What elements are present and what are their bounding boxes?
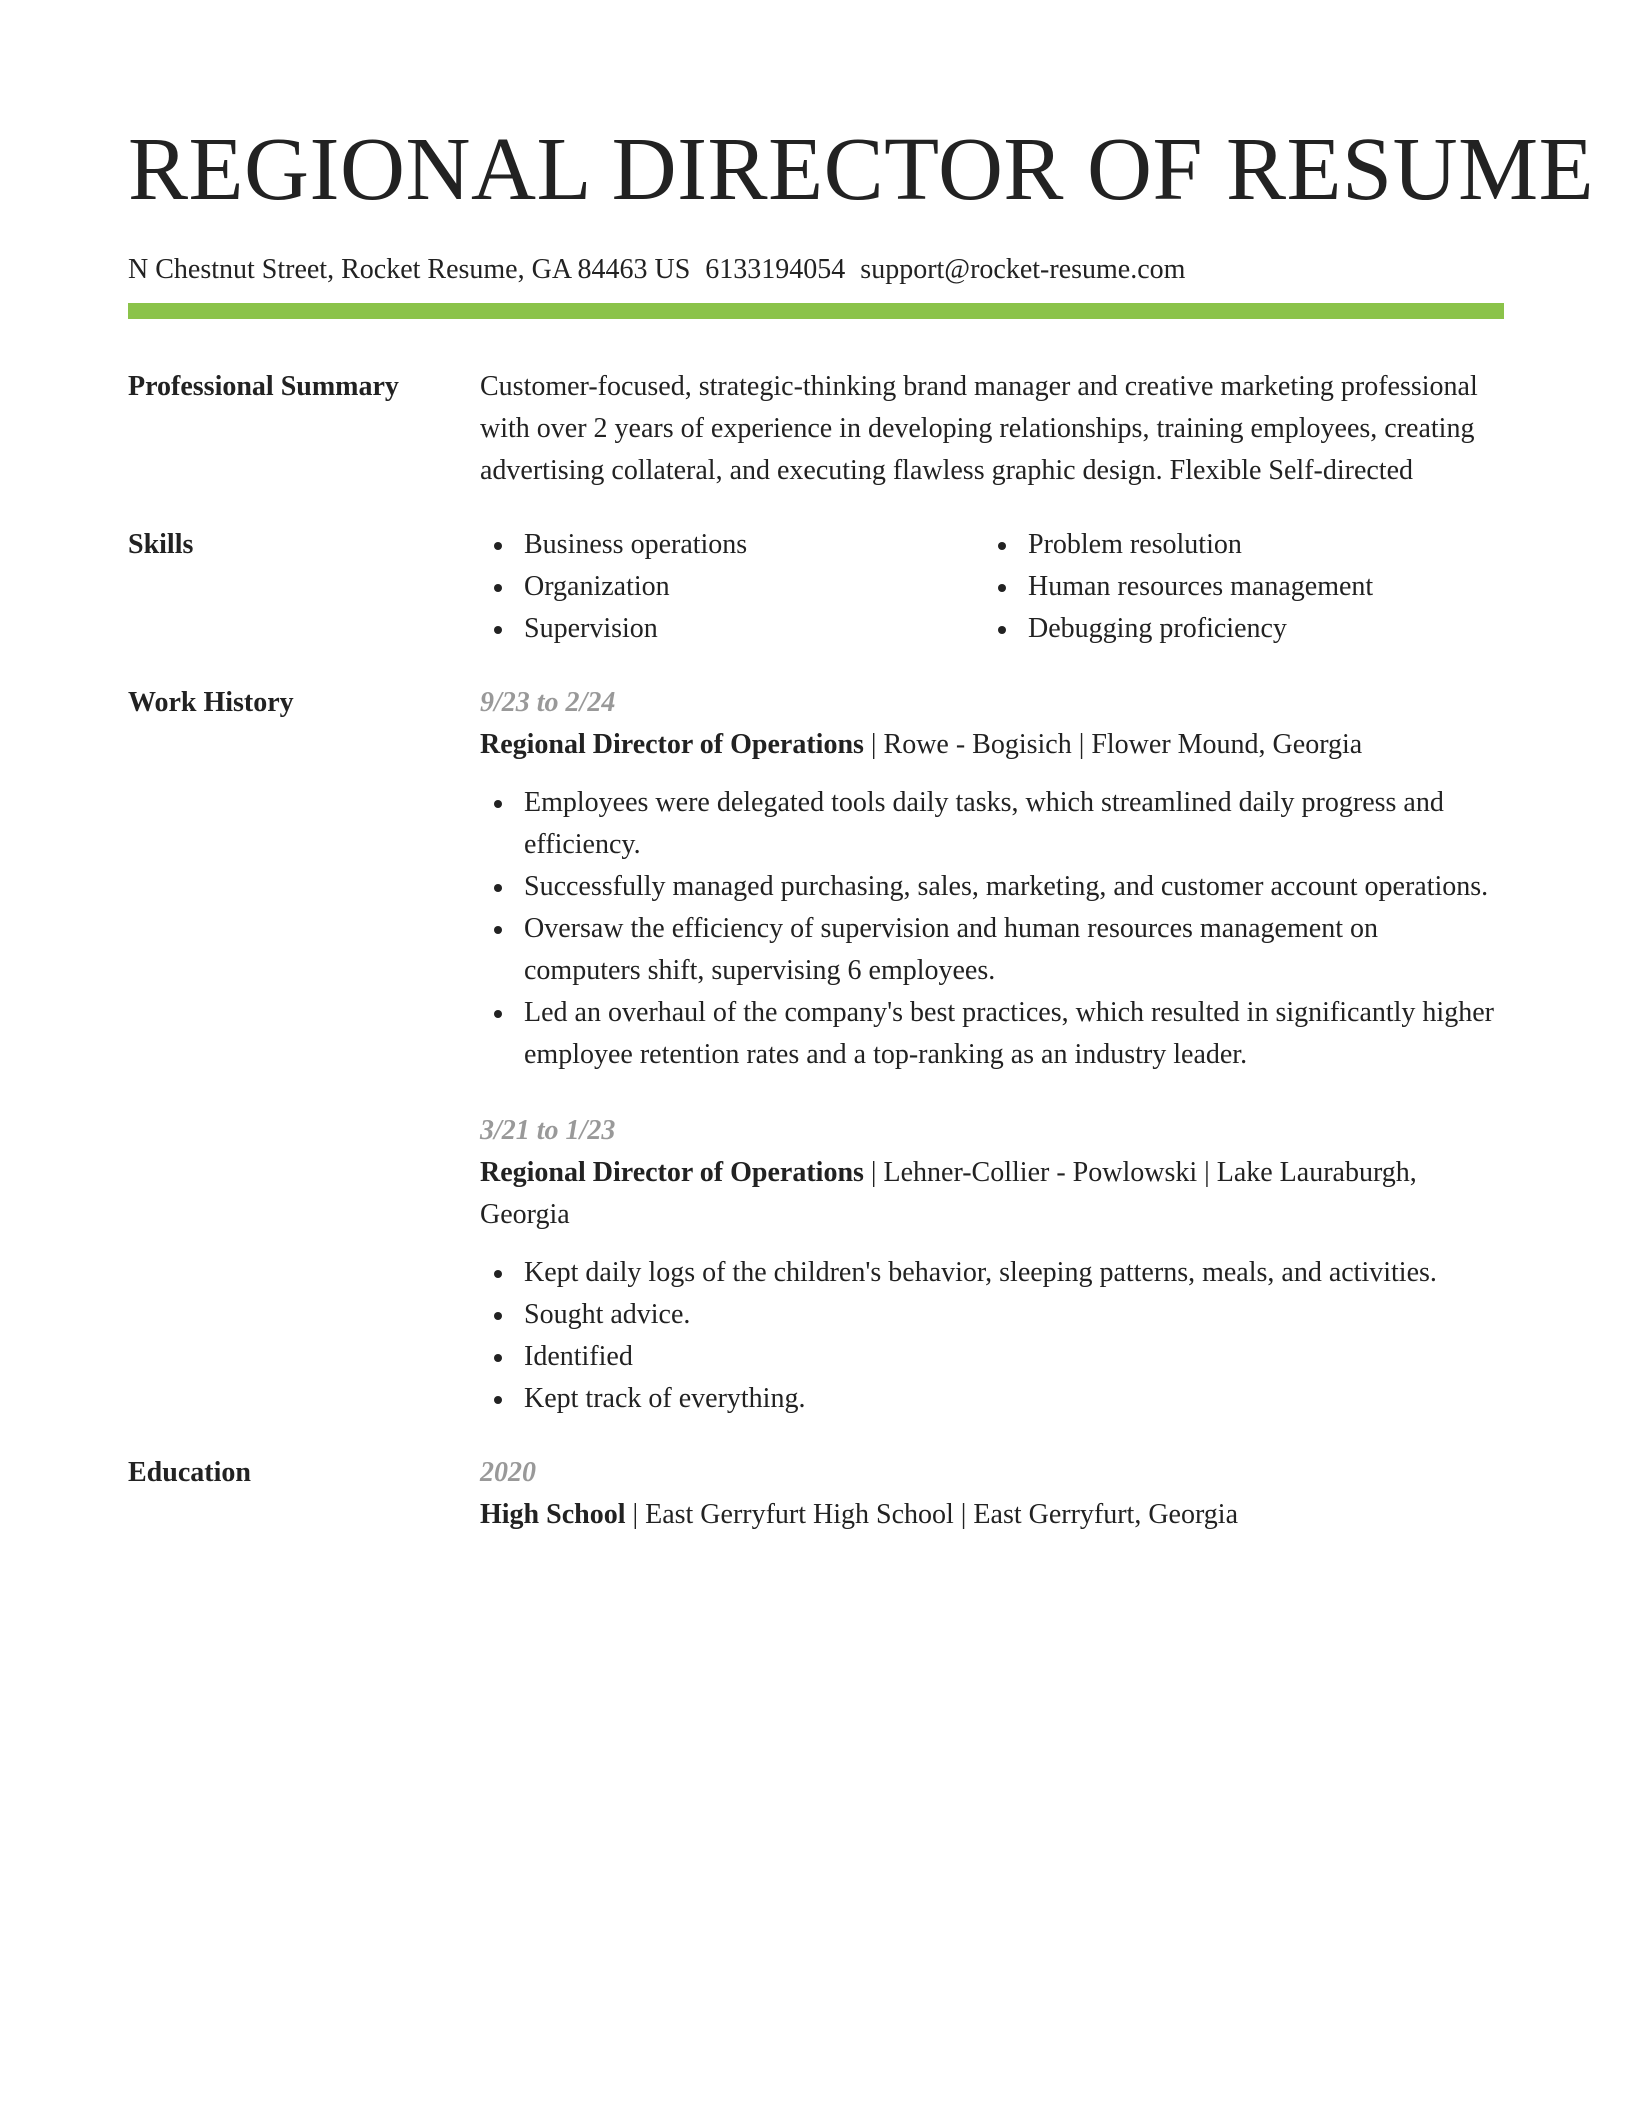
education-details: | East Gerryfurt High School | East Gerryfurt, Georgia [625, 1499, 1239, 1530]
skill-item: Supervision [480, 608, 984, 650]
section-title-education: Education [128, 1457, 251, 1488]
job-entry [480, 682, 1498, 1076]
summary-text: Customer-focused, strategic-thinking brand manager and creative marketing professional with over 2 years of experience in developing relationships, training employees, creating advertising collateral, and executing flawless graphic design. Flexible Self-directed [480, 371, 1478, 486]
job-details: | Rowe - Bogisich | Flower Mound, Georgia [863, 729, 1363, 760]
job-dates: 9/23 to 2/24 [480, 687, 616, 718]
skills-section [128, 524, 1498, 650]
skill-item: Human resources management [984, 566, 1488, 608]
contact-line [128, 250, 1498, 290]
job-title: Regional Director of Operations [480, 729, 864, 760]
education-heading [480, 1494, 1498, 1536]
contact-phone: 6133194054 [705, 254, 846, 285]
summary-section [128, 366, 1498, 492]
job-bullet: Sought advice. [480, 1294, 1498, 1336]
section-title-summary: Professional Summary [128, 371, 399, 402]
job-bullet: Kept daily logs of the children's behavior, sleeping patterns, meals, and activities. [480, 1252, 1498, 1294]
job-bullet: Oversaw the efficiency of supervision and human resources management on computers shift, supervising 6 employees. [480, 908, 1498, 992]
job-entry [480, 1110, 1498, 1420]
education-entry [480, 1452, 1498, 1536]
job-heading [480, 1152, 1498, 1236]
skill-item: Business operations [480, 524, 984, 566]
job-details: | Lehner-Collier - Powlowski | Lake Lauraburgh, Georgia [480, 1157, 1417, 1230]
skills-list [480, 524, 1498, 650]
contact-address: N Chestnut Street, Rocket Resume, GA 84463 US [128, 254, 691, 285]
skill-item: Organization [480, 566, 984, 608]
job-bullets [480, 782, 1498, 1076]
skills-column-right [984, 524, 1488, 650]
section-title-skills: Skills [128, 529, 194, 560]
resume-header [128, 0, 1595, 319]
job-bullet: Identified [480, 1336, 1498, 1378]
skills-column-left [480, 524, 984, 650]
job-bullet: Successfully managed purchasing, sales, marketing, and customer account operations. [480, 866, 1498, 908]
skill-item: Debugging proficiency [984, 608, 1488, 650]
education-degree: High School [480, 1499, 626, 1530]
section-title-work-history: Work History [128, 687, 294, 718]
candidate-name: REGIONAL DIRECTOR OF RESUME [128, 120, 1595, 219]
work-history-entries [480, 682, 1498, 1420]
header-divider [128, 303, 1504, 319]
education-section [128, 1452, 1498, 1536]
work-history-section [128, 682, 1498, 1420]
job-bullet: Kept track of everything. [480, 1378, 1498, 1420]
education-year: 2020 [480, 1457, 536, 1488]
contact-email: support@rocket-resume.com [860, 254, 1186, 285]
job-bullets [480, 1252, 1498, 1420]
skill-item: Problem resolution [984, 524, 1488, 566]
job-dates: 3/21 to 1/23 [480, 1115, 616, 1146]
job-bullet: Employees were delegated tools daily tasks, which streamlined daily progress and efficiency. [480, 782, 1498, 866]
job-title: Regional Director of Operations [480, 1157, 864, 1188]
job-heading [480, 724, 1498, 766]
job-bullet: Led an overhaul of the company's best practices, which resulted in significantly higher employee retention rates and a top-ranking as an industry leader. [480, 992, 1498, 1076]
